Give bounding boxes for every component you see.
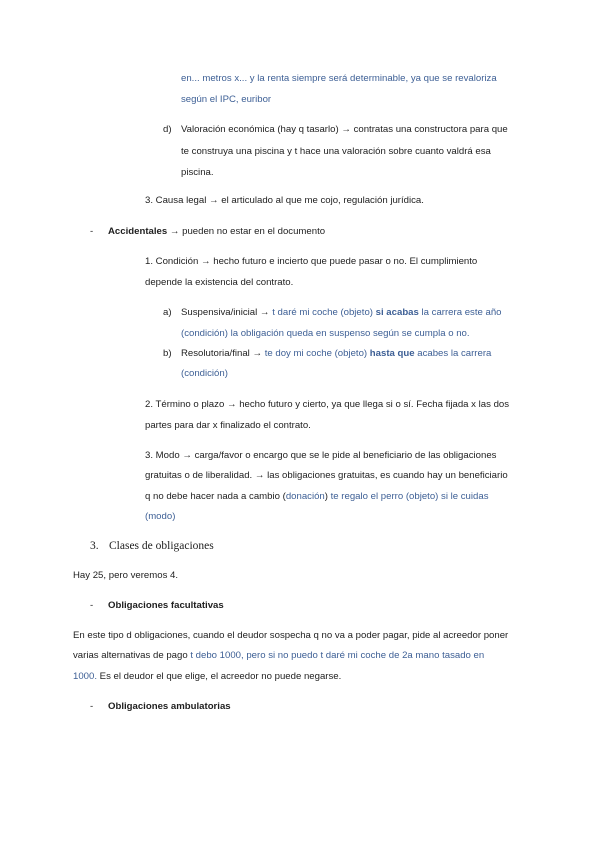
accidentales-label: Accidentales <box>108 226 168 237</box>
facultativas-text-1: En este tipo d obligaciones, cuando el deudor sospecha q no va a poder pagar, pide al acreedor poner <box>73 630 509 641</box>
termino-line-2: partes para dar x finalizado el contrato. <box>145 420 311 431</box>
facultativas-text-2: varias alternativas de pago <box>73 650 191 661</box>
bullet-dash-accidentales: - <box>90 226 94 237</box>
facultativas-line-2 <box>73 650 484 662</box>
item-a-line-2: (condición) la obligación queda en suspenso según se cumpla o no. <box>181 328 470 339</box>
item-a-line-1 <box>181 307 502 319</box>
bullet-dash-facultativas: - <box>90 600 94 611</box>
modo-text-3a: q no debe hacer nada a cambio ( <box>145 491 286 502</box>
modo-example-donacion: donación <box>285 491 325 502</box>
modo-line-4: (modo) <box>145 511 176 522</box>
accidentales-rest: → pueden no estar en el documento <box>167 226 326 237</box>
accidentales-line <box>108 226 325 238</box>
facultativas-text-3: Es el deudor el que elige, el acreedor no puede negarse. <box>97 671 342 682</box>
item-b-line-1 <box>181 348 491 360</box>
bullet-dash-ambulatorias: - <box>90 701 94 712</box>
ambulatorias-title: Obligaciones ambulatorias <box>108 701 231 712</box>
condicion-line-2: depende la existencia del contrato. <box>145 277 294 288</box>
item-b-label: Resolutoria/final → <box>181 348 265 359</box>
termino-line-1: 2. Término o plazo → hecho futuro y cierto, ya que llega si o sí. Fecha fijada x las dos <box>145 399 510 410</box>
section-number: 3. <box>90 540 99 552</box>
hay-line: Hay 25, pero veremos 4. <box>73 570 179 581</box>
modo-line-2 <box>145 470 528 482</box>
item-d-line-1 <box>181 124 528 136</box>
item-b-example-2: acabes la carrera <box>414 348 492 359</box>
item-d-line-3: piscina. <box>181 167 214 178</box>
section-title: Clases de obligaciones <box>109 540 214 552</box>
causa-legal-line: 3. Causa legal → el articulado al que me cojo, regulación jurídica. <box>145 195 424 206</box>
list-marker-a: a) <box>163 307 172 318</box>
continuation-text-1: en... metros x... y la renta siempre será determinable, ya que se revaloriza <box>181 73 497 84</box>
condicion-line-1 <box>145 256 528 268</box>
list-marker-b: b) <box>163 348 172 359</box>
item-b-example-1: te doy mi coche (objeto) <box>264 348 370 359</box>
item-a-label: Suspensiva/inicial → <box>181 307 273 318</box>
modo-text-2: gratuitas o de liberalidad. → las obligaciones gratuitas, es cuando hay un beneficiario <box>145 470 508 481</box>
modo-example-perro: te regalo el perro (objeto) si le cuidas <box>330 491 489 502</box>
item-d-line-2 <box>181 146 528 158</box>
modo-text-3b: ) <box>324 491 331 502</box>
facultativas-title: Obligaciones facultativas <box>108 600 224 611</box>
modo-line-1 <box>145 450 528 462</box>
condicion-text-1: 1. Condición → hecho futuro e incierto que puede pasar o no. El cumplimiento <box>145 256 478 267</box>
continuation-line-2: según el IPC, euribor <box>181 94 272 105</box>
facultativas-example-end: 1000. <box>73 671 98 682</box>
facultativas-line-1 <box>73 630 528 642</box>
facultativas-example: t debo 1000, pero si no puedo t daré mi coche de 2a mano tasado en <box>190 650 485 661</box>
item-a-example-1: t daré mi coche (objeto) <box>272 307 376 318</box>
continuation-line-1 <box>181 73 528 85</box>
modo-text-1: 3. Modo → carga/favor o encargo que se le pide al beneficiario de las obligaciones <box>145 450 497 461</box>
facultativas-line-3 <box>73 671 341 683</box>
item-d-text-1: Valoración económica (hay q tasarlo) → contratas una constructora para que <box>181 124 508 135</box>
list-marker-d: d) <box>163 124 172 135</box>
item-b-line-2: (condición) <box>181 368 228 379</box>
item-b-example-bold: hasta que <box>369 348 415 359</box>
item-d-text-2: te construya una piscina y t hace una valoración sobre cuanto valdrá esa <box>181 146 491 157</box>
item-a-example-2: la carrera este año <box>418 307 502 318</box>
item-a-example-bold: si acabas <box>375 307 419 318</box>
modo-line-3 <box>145 491 489 503</box>
